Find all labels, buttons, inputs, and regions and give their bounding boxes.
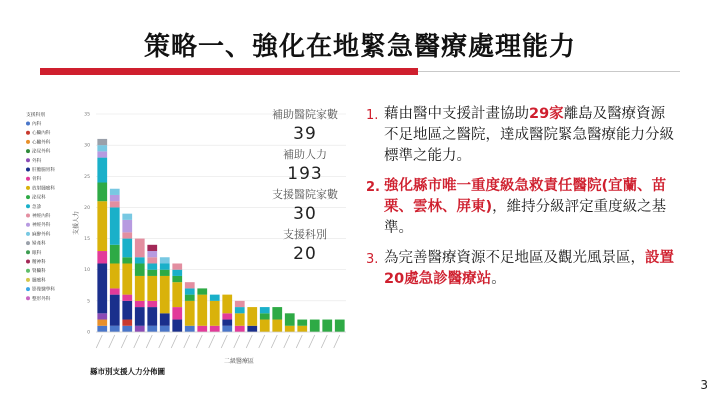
x-tick-label: [296, 335, 302, 348]
x-tick-label: [134, 335, 140, 348]
x-tick-label: [209, 335, 215, 348]
bar-segment: [122, 239, 132, 258]
bar-segment: [172, 307, 182, 319]
bar-segment: [135, 301, 145, 307]
legend-swatch: [26, 269, 30, 273]
legend-swatch: [26, 140, 30, 144]
bar-segment: [97, 183, 107, 202]
y-tick-label: 30: [84, 143, 90, 149]
item-text-rest: 。: [491, 271, 506, 287]
bar-segment: [97, 251, 107, 263]
slide-title: 策略一、強化在地緊急醫療處理能力: [143, 32, 576, 62]
y-tick-label: 5: [87, 299, 90, 305]
list-item: [366, 176, 676, 239]
item-text: 為完善醫療資源不足地區及觀光風景區，: [384, 250, 645, 266]
item-number: 1.: [366, 108, 379, 123]
y-tick-label: 0: [87, 330, 90, 336]
bar-segment: [122, 214, 132, 220]
stat-value-support-hospitals: 30: [293, 204, 317, 224]
legend-label: 泌尿外科: [32, 149, 51, 155]
bar-segment: [110, 295, 120, 326]
legend-swatch: [26, 260, 30, 264]
legend-swatch: [26, 186, 30, 190]
bar-segment: [135, 257, 145, 263]
bar-segment: [160, 270, 170, 276]
bar-segment: [210, 326, 220, 332]
bar-segment: [260, 313, 270, 319]
bar-segment: [297, 320, 307, 326]
bar-segment: [110, 245, 120, 264]
legend-label: 婦產科: [32, 241, 46, 247]
item-number: 2.: [366, 180, 380, 195]
bar-segment: [160, 257, 170, 263]
legend-label: 肝膽腸胃科: [32, 168, 55, 173]
bar-segment: [122, 220, 132, 232]
stat-value-staff: 193: [287, 164, 323, 184]
legend-label: 心臟外科: [32, 140, 51, 146]
legend-label: 外科: [32, 158, 42, 164]
bar-segment: [97, 263, 107, 313]
legend-swatch: [26, 223, 30, 227]
legend-label: 腫瘤科: [32, 278, 46, 284]
x-tick-label: [221, 335, 227, 348]
bar-segment: [122, 326, 132, 332]
bar-segment: [222, 295, 232, 314]
title-rule: [40, 68, 680, 75]
legend-swatch: [26, 232, 30, 236]
bar-segment: [235, 326, 245, 332]
bar-segment: [172, 320, 182, 332]
x-tick-label: [284, 335, 290, 348]
y-axis-label: 支援人力: [73, 210, 80, 236]
bar-segment: [322, 320, 332, 332]
legend-label: 心臟內科: [32, 131, 51, 137]
bar-segment: [310, 320, 320, 332]
bar-segment: [122, 320, 132, 326]
item-highlight: 29家: [529, 106, 564, 122]
bar-segment: [197, 326, 207, 332]
bar-segment: [272, 307, 282, 319]
x-tick-label: [246, 335, 252, 348]
bar-segment: [147, 245, 157, 251]
legend-label: 麻醉外科: [32, 232, 51, 238]
legend-swatch: [26, 278, 30, 282]
x-tick-label: [234, 335, 240, 348]
bar-segment: [160, 313, 170, 325]
bar-segment: [197, 295, 207, 326]
y-tick-label: 35: [84, 112, 90, 118]
bar-segment: [97, 320, 107, 326]
bar-segment: [97, 201, 107, 251]
bar-segment: [285, 313, 295, 325]
bar-segment: [160, 326, 170, 332]
bar-segment: [235, 307, 245, 313]
x-tick-label: [109, 335, 115, 348]
bar-segment: [172, 263, 182, 269]
legend-swatch: [26, 287, 30, 291]
title-rule-accent: [40, 68, 418, 75]
bar-segment: [185, 295, 195, 301]
bar-segment: [147, 263, 157, 269]
bar-segment: [147, 270, 157, 276]
legend-label: 神經內科: [32, 214, 51, 219]
item-text-rest: ，維持分級評定重度級之基準。: [384, 199, 667, 236]
legend-swatch: [26, 241, 30, 245]
x-tick-label: [121, 335, 127, 348]
legend-label: 骨科: [32, 177, 42, 183]
legend-swatch: [26, 131, 30, 135]
bar-segment: [147, 276, 157, 301]
item-highlight: 強化縣市唯一重度級急救責任醫院(宜蘭、苗栗、雲林、屏東): [384, 178, 667, 215]
legend-label: 精神科: [32, 260, 46, 265]
bar-segment: [247, 307, 257, 326]
y-tick-label: 25: [84, 174, 90, 180]
legend-label: 泌尿科: [32, 195, 46, 201]
bar-segment: [222, 326, 232, 332]
bar-segment: [110, 201, 120, 207]
bar-segment: [97, 139, 107, 145]
bar-segment: [185, 288, 195, 294]
bar-segment: [185, 301, 195, 326]
stat-label-support-hospitals: 支援醫院家數: [272, 188, 338, 201]
item-text: 藉由醫中支援計畫協助: [384, 106, 529, 122]
bar-segment: [135, 326, 145, 332]
x-tick-label: [146, 335, 152, 348]
legend-label: 整形外科: [32, 296, 51, 302]
legend-label: 腎臟科: [32, 269, 46, 275]
y-tick-label: 10: [84, 268, 90, 274]
x-tick-label: [334, 335, 340, 348]
legend-swatch: [26, 122, 30, 126]
legend-swatch: [26, 195, 30, 199]
bar-segment: [97, 151, 107, 157]
bar-segment: [110, 263, 120, 288]
bar-segment: [260, 320, 270, 332]
bar-segment: [222, 313, 232, 319]
chart-title: 縣市別支援人力分佈圖: [90, 367, 165, 376]
legend-swatch: [26, 149, 30, 153]
bar-segment: [260, 307, 270, 313]
x-tick-label: [196, 335, 202, 348]
bar-segment: [147, 251, 157, 257]
bar-segment: [210, 295, 220, 301]
bar-segment: [122, 232, 132, 238]
y-tick-label: 15: [84, 237, 90, 243]
x-tick-label: [159, 335, 165, 348]
x-tick-label: [309, 335, 315, 348]
title-rule-line: [418, 71, 680, 72]
list-item: [366, 104, 676, 167]
bar-segment: [335, 320, 345, 332]
x-tick-label: [184, 335, 190, 348]
bar-segment: [110, 288, 120, 294]
item-number: 3.: [366, 252, 379, 267]
bar-segment: [185, 326, 195, 332]
bar-segment: [97, 313, 107, 319]
legend-label: 影像醫學科: [32, 287, 55, 293]
list-item: [366, 248, 676, 290]
bar-segment: [285, 326, 295, 332]
bar-segment: [110, 207, 120, 244]
bar-segment: [147, 301, 157, 307]
y-tick-label: 20: [84, 205, 90, 211]
legend-swatch: [26, 204, 30, 208]
bar-segment: [135, 307, 145, 326]
bar-segment: [110, 189, 120, 195]
bar-segment: [247, 326, 257, 332]
bar-segment: [235, 301, 245, 307]
bar-segment: [97, 158, 107, 183]
bar-segment: [97, 145, 107, 151]
stat-label-staff: 補助人力: [283, 148, 327, 161]
stat-value-hospitals: 39: [293, 124, 317, 144]
legend-label: 放射腫瘤科: [32, 186, 55, 192]
legend-swatch: [26, 296, 30, 300]
x-tick-label: [96, 335, 102, 348]
legend-label: 急診: [32, 204, 42, 210]
x-tick-label: [321, 335, 327, 348]
x-tick-label: [271, 335, 277, 348]
item-highlight: 設置20處急診醫療站: [384, 250, 674, 287]
x-tick-label: [259, 335, 265, 348]
bar-segment: [122, 263, 132, 294]
bar-segment: [172, 276, 182, 282]
bar-segment: [222, 320, 232, 326]
stats-panel: [258, 108, 352, 268]
bar-segment: [135, 239, 145, 258]
bar-segment: [135, 276, 145, 301]
legend-label: 內科: [32, 122, 42, 127]
bar-segment: [172, 282, 182, 307]
bar-segment: [160, 276, 170, 313]
bar-segment: [110, 326, 120, 332]
bar-segment: [122, 257, 132, 263]
bar-segment: [110, 195, 120, 201]
bar-segment: [122, 301, 132, 320]
legend-swatch: [26, 250, 30, 254]
bar-segment: [272, 320, 282, 332]
bar-segment: [135, 263, 145, 275]
legend-title: 支援科別: [26, 113, 46, 118]
bar-segment: [97, 326, 107, 332]
x-group-label: 二級醫療區: [223, 358, 255, 365]
item-text-rest: 離島及醫療資源不足地區之醫院，達成醫院緊急醫療能力分級標準之能力。: [384, 106, 674, 164]
bar-segment: [197, 288, 207, 294]
stat-value-departments: 20: [293, 244, 317, 264]
bar-segment: [172, 270, 182, 276]
legend-label: 神經外科: [32, 223, 51, 229]
bar-segment: [235, 313, 245, 325]
bar-segment: [147, 307, 157, 326]
stat-label-hospitals: 補助醫院家數: [272, 108, 338, 121]
bar-segment: [160, 263, 170, 269]
stat-label-departments: 支援科別: [283, 228, 327, 241]
x-tick-label: [171, 335, 177, 348]
bar-segment: [122, 295, 132, 301]
legend-swatch: [26, 168, 30, 172]
legend-swatch: [26, 158, 30, 162]
legend-swatch: [26, 177, 30, 181]
bar-segment: [147, 326, 157, 332]
legend-label: 眼科: [32, 250, 42, 256]
legend-swatch: [26, 214, 30, 218]
bar-segment: [297, 326, 307, 332]
page-number: 3: [700, 378, 708, 392]
strategy-list: [366, 104, 676, 299]
bar-segment: [185, 282, 195, 288]
bar-segment: [210, 301, 220, 326]
bar-segment: [147, 257, 157, 263]
